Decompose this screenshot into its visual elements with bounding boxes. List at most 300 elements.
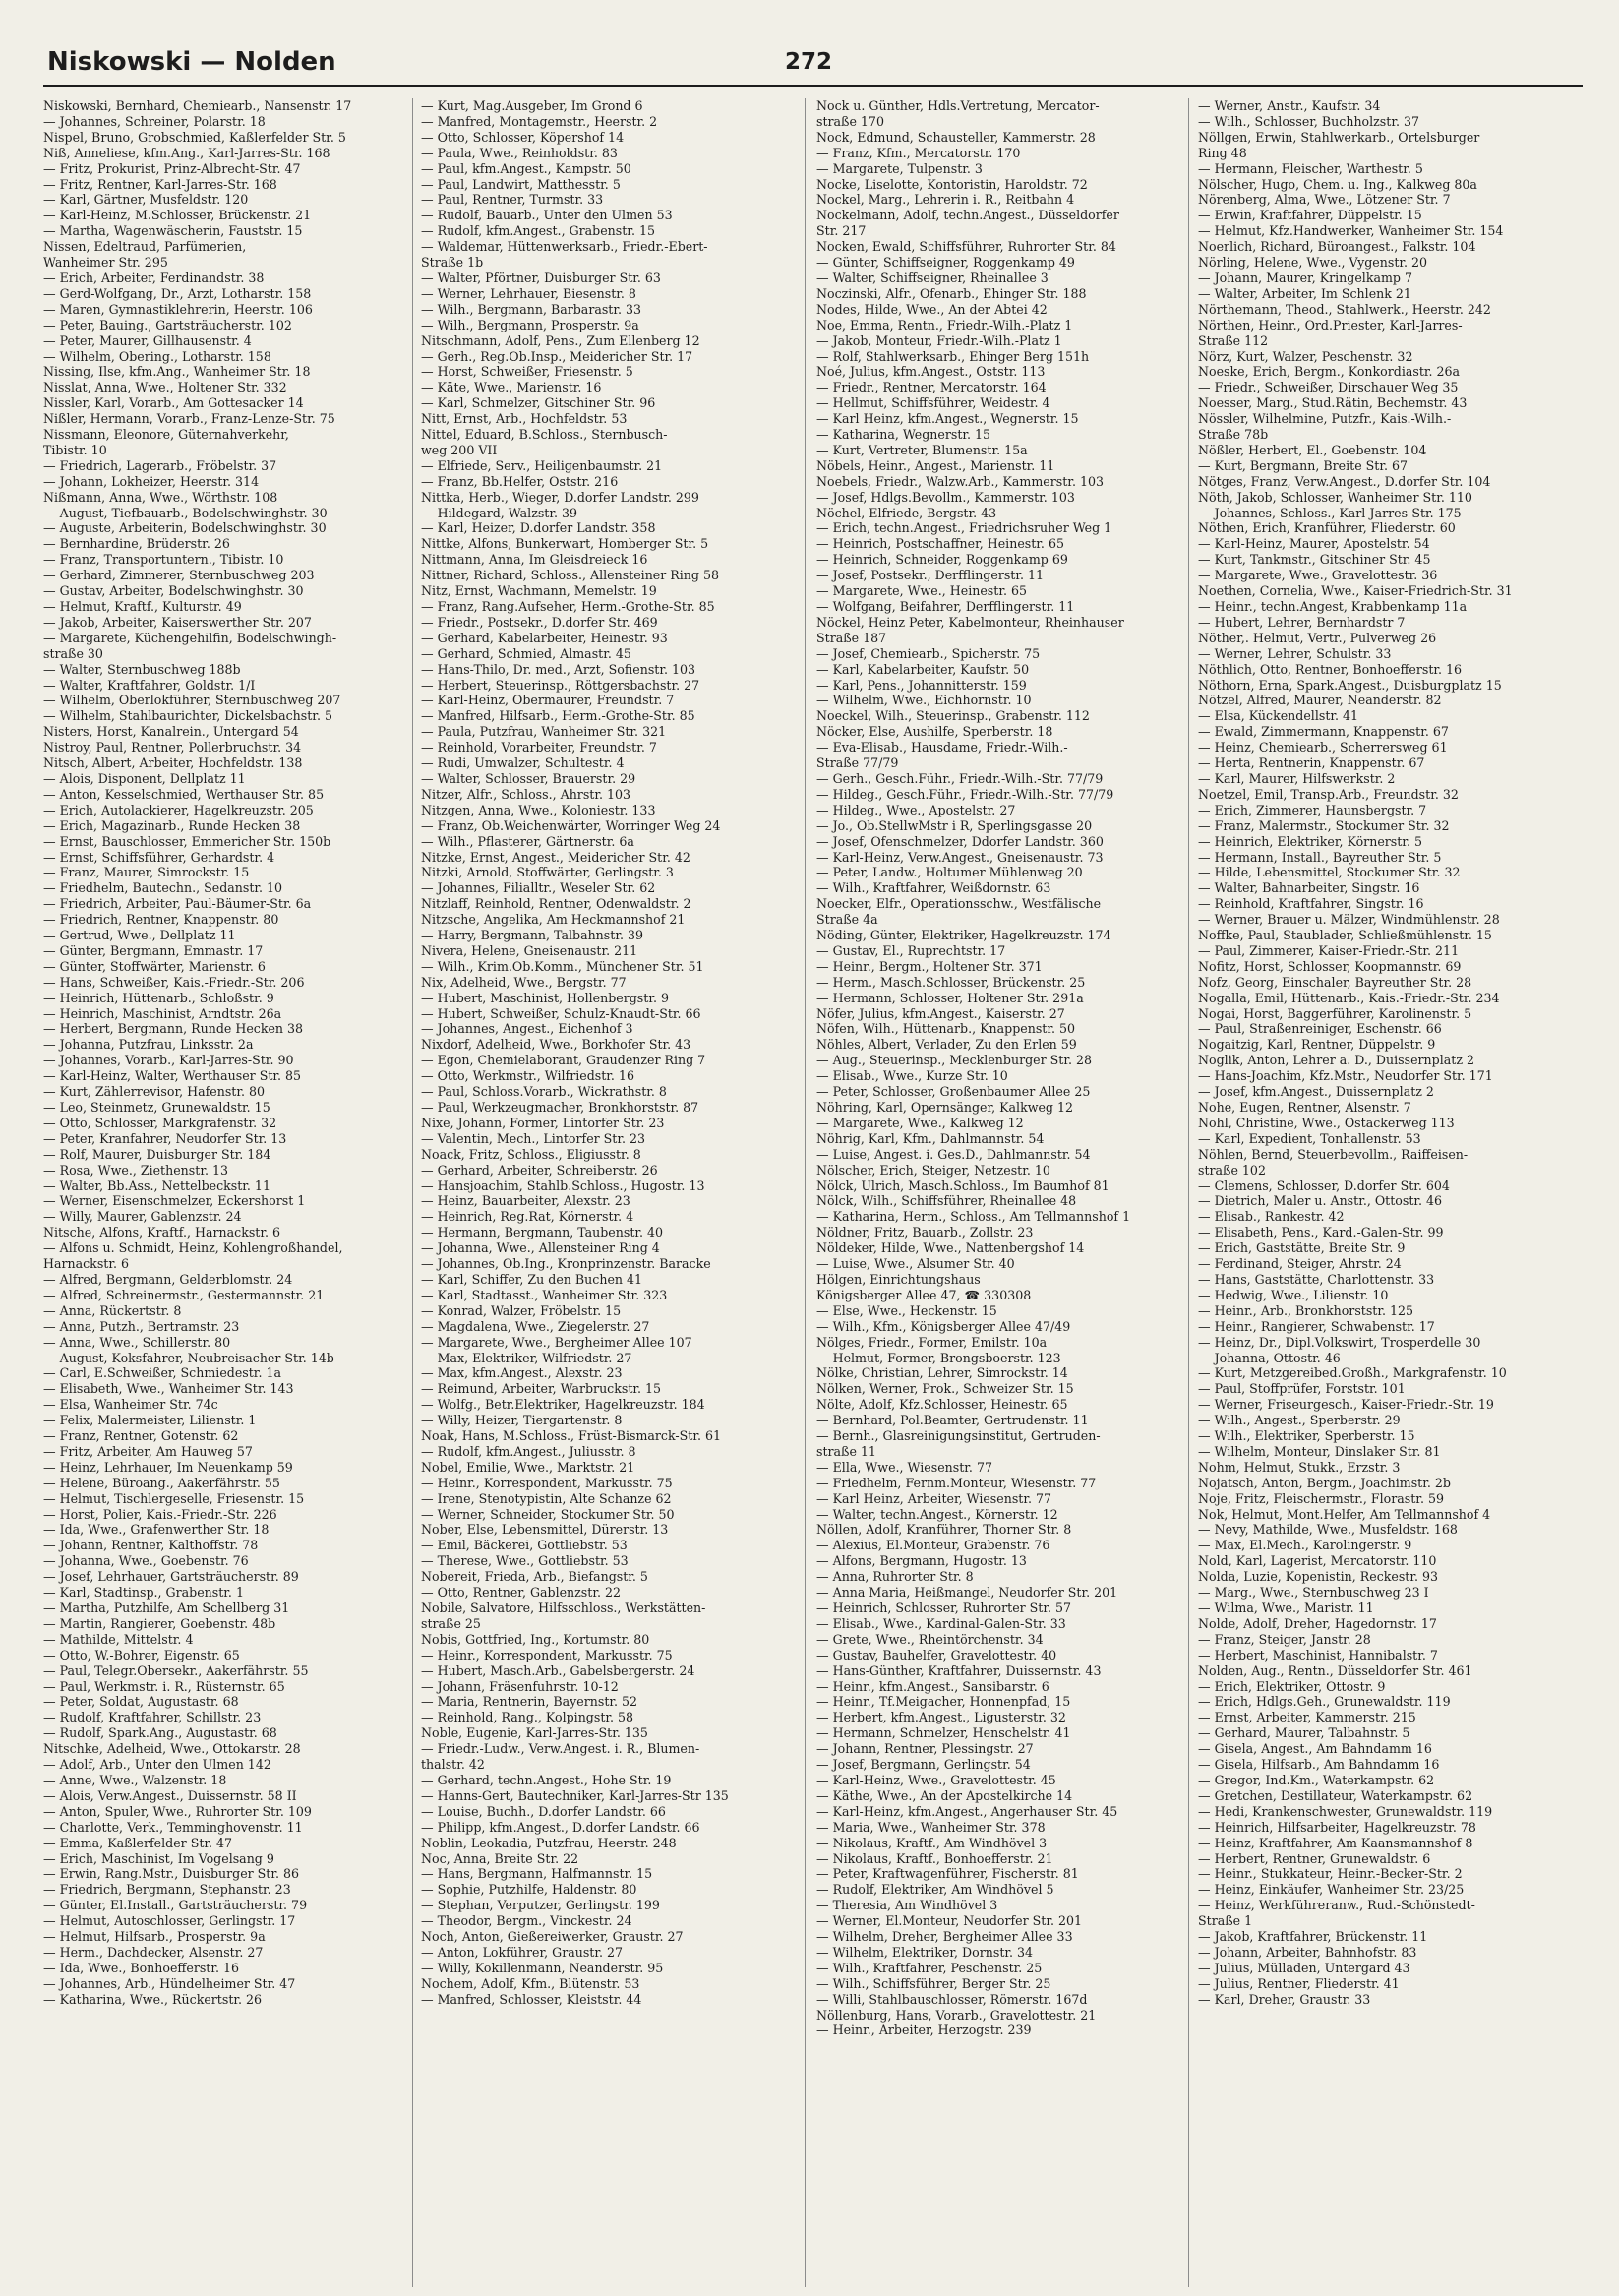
directory-entry: — Wilh., Bergmann, Barbarastr. 33 (421, 301, 642, 317)
directory-entry: — Anna, Rückertstr. 8 (43, 1302, 182, 1318)
directory-entry: Nötges, Franz, Verw.Angest., D.dorfer Str. 104 (1198, 473, 1491, 489)
directory-entry: Nöldeker, Hilde, Wwe., Nattenbergshof 14 (816, 1240, 1085, 1256)
directory-entry: — Paul, Stoffprüfer, Forststr. 101 (1198, 1381, 1406, 1397)
directory-entry: — Ernst, Arbeiter, Kammerstr. 215 (1198, 1710, 1416, 1725)
directory-entry: Nöhlen, Bernd, Steuerbevollm., Raiffeisen- (1198, 1146, 1469, 1162)
directory-entry: — Karl, Maurer, Hilfswerkstr. 2 (1198, 770, 1396, 786)
directory-entry: Nobile, Salvatore, Hilfsschloss., Werkstätten- (421, 1601, 706, 1615)
directory-entry: — Wilh., Pflasterer, Gärtnerstr. 6a (421, 833, 634, 849)
directory-entry: Ring 48 (1198, 145, 1247, 160)
directory-entry: — Elfriede, Serv., Heiligenbaumstr. 21 (421, 457, 663, 473)
directory-entry: Nölck, Ulrich, Masch.Schloss., Im Baumhof 81 (816, 1178, 1109, 1193)
directory-entry: — Heinrich, Reg.Rat, Körnerstr. 4 (421, 1209, 634, 1225)
directory-entry: Hölgen, Einrichtungshaus (816, 1271, 981, 1287)
directory-entry: — Kurt, Metzgereibed.Großh., Markgrafenstr. 10 (1198, 1365, 1507, 1381)
directory-entry: — Heinz, Einkäufer, Wanheimer Str. 23/25 (1198, 1882, 1465, 1898)
directory-entry: Nixe, Johann, Former, Lintorfer Str. 23 (421, 1115, 665, 1130)
directory-entry: Nissler, Karl, Vorarb., Am Gottesacker 14 (43, 395, 304, 411)
directory-entry: — Fritz, Prokurist, Prinz-Albrecht-Str. 47 (43, 160, 301, 176)
directory-entry: — Horst, Polier, Kais.-Friedr.-Str. 226 (43, 1506, 277, 1522)
directory-entry: — Wilhelm, Monteur, Dinslaker Str. 81 (1198, 1443, 1441, 1459)
directory-entry: — Friedhelm, Fernm.Monteur, Wiesenstr. 77 (816, 1475, 1097, 1490)
directory-entry: Nörthen, Heinr., Ord.Priester, Karl-Jarres- (1198, 317, 1463, 332)
page-number: 272 (785, 49, 833, 75)
directory-entry: — Johann, Arbeiter, Bahnhofstr. 83 (1198, 1944, 1417, 1960)
directory-entry: — Heinrich, Hilfsarbeiter, Hagelkreuzstr. 78 (1198, 1819, 1476, 1835)
directory-entry: — Clemens, Schlosser, D.dorfer Str. 604 (1198, 1178, 1450, 1193)
directory-entry: Nocke, Liselotte, Kontoristin, Haroldstr. 72 (816, 176, 1088, 192)
directory-entry: — Hildegard, Walzstr. 39 (421, 505, 578, 520)
directory-entry: — Hans, Bergmann, Halfmannstr. 15 (421, 1866, 653, 1882)
directory-entry: — Alois, Verw.Angest., Duissernstr. 58 II (43, 1787, 297, 1803)
directory-entry: — Helmut, Former, Brongsboerstr. 123 (816, 1350, 1061, 1365)
directory-entry: Nittmann, Anna, Im Gleisdreieck 16 (421, 552, 648, 568)
directory-entry: — Johann, Rentner, Plessingstr. 27 (816, 1741, 1034, 1757)
directory-entry: — Heinr., techn.Angest, Krabbenkamp 11a (1198, 599, 1468, 614)
directory-entry: — Heinrich, Elektriker, Körnerstr. 5 (1198, 833, 1422, 849)
directory-entry: Str. 217 (816, 223, 867, 239)
directory-entry: Nitt, Ernst, Arb., Hochfeldstr. 53 (421, 411, 628, 427)
directory-entry: Nolde, Adolf, Dreher, Hagedornstr. 17 (1198, 1615, 1437, 1631)
directory-entry: Nölke, Christian, Lehrer, Simrockstr. 14 (816, 1365, 1068, 1381)
directory-entry: — August, Tiefbauarb., Bodelschwinghstr. 30 (43, 505, 328, 520)
directory-entry: — Ernst, Bauschlosser, Emmericher Str. 150b (43, 833, 331, 849)
directory-entry: — Wilhelm, Dreher, Bergheimer Allee 33 (816, 1929, 1073, 1945)
column-divider (412, 98, 413, 2287)
directory-entry: Wanheimer Str. 295 (43, 255, 168, 271)
directory-entry: — Anna, Ruhrorter Str. 8 (816, 1569, 974, 1585)
directory-entry: Nohe, Eugen, Rentner, Alsenstr. 7 (1198, 1100, 1411, 1115)
directory-entry: Noe, Emma, Rentn., Friedr.-Wilh.-Platz 1 (816, 317, 1073, 332)
directory-entry: Nöldner, Fritz, Bauarb., Zollstr. 23 (816, 1225, 1034, 1240)
directory-entry: Nivera, Helene, Gneisenaustr. 211 (421, 942, 638, 958)
directory-entry: — Luise, Wwe., Alsumer Str. 40 (816, 1256, 1015, 1272)
directory-entry: — Hedwig, Wwe., Lilienstr. 10 (1198, 1287, 1389, 1302)
directory-entry: Nöhring, Karl, Opernsänger, Kalkweg 12 (816, 1100, 1074, 1115)
directory-entry: — Heinr., Tf.Meigacher, Honnenpfad, 15 (816, 1694, 1071, 1710)
directory-entry: — Rudolf, Bauarb., Unter den Ulmen 53 (421, 208, 673, 223)
directory-entry: — Jo., Ob.StellwMstr i R, Sperlingsgasse 20 (816, 817, 1093, 833)
directory-entry: — Heinz, Chemiearb., Scherrersweg 61 (1198, 740, 1448, 755)
column-divider (1188, 98, 1189, 2287)
directory-entry: straße 170 (816, 113, 884, 129)
directory-entry: Nörenberg, Alma, Wwe., Lötzener Str. 7 (1198, 192, 1451, 208)
directory-entry: — Franz, Rang.Aufseher, Herm.-Grothe-Str. 85 (421, 599, 715, 614)
directory-entry: — Anna, Putzh., Bertramstr. 23 (43, 1318, 240, 1334)
directory-entry: — Hildeg., Wwe., Apostelstr. 27 (816, 802, 1016, 817)
directory-entry: — Kurt, Zählerrevisor, Hafenstr. 80 (43, 1084, 266, 1100)
directory-entry: — Heinr., Korrespondent, Markusstr. 75 (421, 1475, 673, 1490)
directory-entry: Nöllen, Adolf, Kranführer, Thorner Str. 8 (816, 1522, 1072, 1538)
directory-entry: — Wilh., Kraftfahrer, Weißdornstr. 63 (816, 880, 1051, 896)
directory-entry: — Otto, Rentner, Gablenzstr. 22 (421, 1585, 621, 1601)
directory-entry: — Willy, Maurer, Gablenzstr. 24 (43, 1209, 242, 1225)
directory-entry: — Josef, kfm.Angest., Duissernplatz 2 (1198, 1084, 1434, 1100)
directory-entry: — Peter, Kranfahrer, Neudorfer Str. 13 (43, 1130, 287, 1146)
directory-entry: — Anton, Kesselschmied, Werthauser Str. 85 (43, 786, 325, 802)
directory-entry: Nold, Karl, Lagerist, Mercatorstr. 110 (1198, 1553, 1437, 1569)
directory-entry: — Hans-Thilo, Dr. med., Arzt, Sofienstr. 103 (421, 661, 696, 677)
directory-entry: Noak, Hans, M.Schloss., Früst-Bismarck-Str. 61 (421, 1428, 721, 1444)
directory-entry: — Erich, Magazinarb., Runde Hecken 38 (43, 817, 301, 833)
directory-entry: Noecker, Elfr., Operationsschw., Westfälische (816, 896, 1102, 912)
directory-entry: — Ferdinand, Steiger, Ahrstr. 24 (1198, 1256, 1402, 1272)
directory-entry: — Reinhold, Rang., Kolpingstr. 58 (421, 1710, 634, 1725)
directory-entry: — Julius, Mülladen, Untergard 43 (1198, 1960, 1410, 1975)
directory-entry: — Heinr., kfm.Angest., Sansibarstr. 6 (816, 1678, 1049, 1694)
directory-entry: — Wilhelm, Wwe., Eichhornstr. 10 (816, 693, 1032, 708)
directory-entry: Nössler, Wilhelmine, Putzfr., Kais.-Wilh.- (1198, 411, 1452, 427)
directory-entry: Nock u. Günther, Hdls.Vertretung, Mercator- (816, 98, 1100, 113)
directory-entry: Nöthen, Erich, Kranführer, Fliederstr. 60 (1198, 520, 1456, 536)
directory-entry: — Josef, Hdlgs.Bevollm., Kammerstr. 103 (816, 489, 1075, 505)
directory-entry: — Felix, Malermeister, Lilienstr. 1 (43, 1413, 257, 1428)
directory-entry: — Ida, Wwe., Bonhoefferstr. 16 (43, 1960, 240, 1975)
directory-entry: — Heinrich, Schneider, Roggenkamp 69 (816, 552, 1068, 568)
directory-entry: — Gisela, Angest., Am Bahndamm 16 (1198, 1741, 1432, 1757)
directory-entry: — Manfred, Schlosser, Kleiststr. 44 (421, 1991, 642, 2007)
directory-entry: — Maria, Rentnerin, Bayernstr. 52 (421, 1694, 638, 1710)
directory-entry: — Gerh., Gesch.Führ., Friedr.-Wilh.-Str. 77/79 (816, 770, 1104, 786)
directory-entry: — Erich, Elektriker, Ottostr. 9 (1198, 1678, 1386, 1694)
directory-entry: Nojatsch, Anton, Bergm., Joachimstr. 2b (1198, 1475, 1451, 1490)
directory-entry: — Karl, Kabelarbeiter, Kaufstr. 50 (816, 661, 1030, 677)
directory-entry: Noebels, Friedr., Walzw.Arb., Kammerstr. 103 (816, 473, 1104, 489)
directory-entry: — Josef, Chemiearb., Spicherstr. 75 (816, 645, 1041, 661)
directory-entry: — Heinr., Arb., Bronkhorststr. 125 (1198, 1302, 1414, 1318)
directory-entry: — Rolf, Stahlwerksarb., Ehinger Berg 151h (816, 348, 1090, 364)
directory-entry: Noc, Anna, Breite Str. 22 (421, 1850, 579, 1866)
directory-entry: Nolden, Aug., Rentn., Düsseldorfer Str. 461 (1198, 1662, 1472, 1678)
directory-entry: Noble, Eugenie, Karl-Jarres-Str. 135 (421, 1725, 648, 1741)
directory-entry: Nöllenburg, Hans, Vorarb., Gravelottestr. 21 (816, 2007, 1097, 2023)
directory-entry: — Paul, Werkzeugmacher, Bronkhorststr. 87 (421, 1100, 699, 1115)
directory-entry: — Johannes, Schreiner, Polarstr. 18 (43, 113, 266, 129)
directory-entry: — Günter, El.Install., Gartsträucherstr. 79 (43, 1898, 308, 1913)
directory-entry: — Johanna, Wwe., Allensteiner Ring 4 (421, 1240, 660, 1256)
directory-entry: — Friedr.-Ludw., Verw.Angest. i. R., Blumen- (421, 1741, 700, 1757)
directory-entry: — Rudolf, Spark.Ang., Augustastr. 68 (43, 1725, 277, 1741)
column-4 (1198, 98, 1554, 2008)
directory-entry: — Paul, Telegr.Obersekr., Aakerfährstr. 55 (43, 1662, 309, 1678)
directory-entry: — Hubert, Schweißer, Schulz-Knaudt-Str. 66 (421, 1005, 701, 1021)
directory-entry: — Horst, Schweißer, Friesenstr. 5 (421, 364, 633, 380)
directory-entry: — Karl Heinz, kfm.Angest., Wegnerstr. 15 (816, 411, 1079, 427)
directory-entry: thalstr. 42 (421, 1757, 485, 1773)
directory-entry: — Hermann, Schlosser, Holtener Str. 291a (816, 990, 1084, 1005)
directory-entry: Straße 77/79 (816, 755, 899, 771)
directory-entry: — Konrad, Walzer, Fröbelstr. 15 (421, 1302, 622, 1318)
directory-entry: — Margarete, Küchengehilfin, Bodelschwingh- (43, 630, 337, 645)
directory-entry: — Martin, Rangierer, Goebenstr. 48b (43, 1615, 276, 1631)
directory-entry: — Marg., Wwe., Sternbuschweg 23 I (1198, 1585, 1429, 1601)
directory-entry: — Reinhold, Kraftfahrer, Singstr. 16 (1198, 896, 1424, 912)
directory-entry: Nixdorf, Adelheid, Wwe., Borkhofer Str. 43 (421, 1037, 691, 1053)
directory-entry: Nix, Adelheid, Wwe., Bergstr. 77 (421, 974, 627, 990)
directory-entry: Straße 1b (421, 255, 484, 271)
directory-entry: — Otto, Schlosser, Köpershof 14 (421, 129, 625, 145)
directory-entry: — Wilh., Krim.Ob.Komm., Münchener Str. 51 (421, 958, 704, 974)
directory-entry: Nöthlich, Otto, Rentner, Bonhoefferstr. 16 (1198, 661, 1463, 677)
directory-entry: — Alfred, Schreinermstr., Gestermannstr. 21 (43, 1287, 325, 1302)
directory-entry: — Anton, Lokführer, Graustr. 27 (421, 1944, 624, 1960)
directory-entry: — Erich, Hdlgs.Geh., Grunewaldstr. 119 (1198, 1694, 1451, 1710)
directory-entry: — Walter, Bahnarbeiter, Singstr. 16 (1198, 880, 1420, 896)
directory-entry: — Herbert, Steuerinsp., Röttgersbachstr. 27 (421, 677, 700, 693)
directory-entry: — Carl, E.Schweißer, Schmiedestr. 1a (43, 1365, 281, 1381)
directory-entry: — Josef, Lehrhauer, Gartsträucherstr. 89 (43, 1569, 299, 1585)
directory-entry: Noeske, Erich, Bergm., Konkordiastr. 26a (1198, 364, 1461, 380)
directory-entry: — Wolfg., Betr.Elektriker, Hagelkreuzstr. 184 (421, 1397, 705, 1413)
directory-entry: — Heinrich, Maschinist, Arndtstr. 26a (43, 1005, 282, 1021)
directory-entry: Nofz, Georg, Einschaler, Bayreuther Str. 28 (1198, 974, 1472, 990)
directory-entry: — Franz, Maurer, Simrockstr. 15 (43, 865, 250, 880)
directory-entry: Nissing, Ilse, kfm.Ang., Wanheimer Str. 18 (43, 364, 311, 380)
directory-entry: — Paul, Landwirt, Matthesstr. 5 (421, 176, 621, 192)
directory-entry: Noeckel, Wilh., Steuerinsp., Grabenstr. 112 (816, 708, 1090, 724)
directory-entry: — Elisab., Wwe., Kardinal-Galen-Str. 33 (816, 1615, 1066, 1631)
directory-entry: — Heinz, Lehrhauer, Im Neuenkamp 59 (43, 1459, 293, 1475)
directory-entry: — Philipp, kfm.Angest., D.dorfer Landstr. 66 (421, 1819, 700, 1835)
directory-entry: — Johanna, Putzfrau, Linksstr. 2a (43, 1037, 254, 1053)
directory-entry: — Hellmut, Schiffsführer, Weidestr. 4 (816, 395, 1050, 411)
directory-entry: — Hermann, Install., Bayreuther Str. 5 (1198, 849, 1442, 865)
directory-entry: Nöhles, Albert, Verlader, Zu den Erlen 59 (816, 1037, 1077, 1053)
directory-entry: — Gustav, Bauhelfer, Gravelottestr. 40 (816, 1647, 1057, 1662)
directory-entry: — Karl, Stadtasst., Wanheimer Str. 323 (421, 1287, 668, 1302)
directory-entry: — Margarete, Wwe., Heinestr. 65 (816, 583, 1027, 599)
directory-entry: — Karl Heinz, Arbeiter, Wiesenstr. 77 (816, 1490, 1052, 1506)
directory-entry: — Günter, Bergmann, Emmastr. 17 (43, 942, 264, 958)
directory-entry: Nörthemann, Theod., Stahlwerk., Heerstr. 242 (1198, 301, 1491, 317)
directory-entry: — Gerd-Wolfgang, Dr., Arzt, Lotharstr. 158 (43, 285, 312, 301)
directory-entry: — Paula, Wwe., Reinholdstr. 83 (421, 145, 618, 160)
directory-entry: straße 30 (43, 645, 103, 661)
directory-entry: — Karl-Heinz, Obermaurer, Freundstr. 7 (421, 693, 675, 708)
directory-entry: — Helmut, Tischlergeselle, Friesenstr. 15 (43, 1490, 305, 1506)
directory-entry: — Luise, Angest. i. Ges.D., Dahlmannstr. 54 (816, 1146, 1091, 1162)
directory-entry: Noje, Fritz, Fleischermstr., Florastr. 59 (1198, 1490, 1444, 1506)
directory-entry: — Günter, Schiffseigner, Roggenkamp 49 (816, 255, 1075, 271)
directory-entry: — Ewald, Zimmermann, Knappenstr. 67 (1198, 724, 1449, 740)
directory-entry: Nogaitzig, Karl, Rentner, Düppelstr. 9 (1198, 1037, 1436, 1053)
directory-entry: — Werner, Schneider, Stockumer Str. 50 (421, 1506, 675, 1522)
directory-entry: Nogai, Horst, Baggerführer, Karolinenstr. 5 (1198, 1005, 1472, 1021)
directory-entry: Nitsch, Albert, Arbeiter, Hochfeldstr. 138 (43, 755, 303, 771)
directory-entry: — Helmut, Kfz.Handwerker, Wanheimer Str. 154 (1198, 223, 1504, 239)
directory-entry: — Hubert, Masch.Arb., Gabelsbergerstr. 24 (421, 1662, 695, 1678)
directory-entry: — Max, Elektriker, Wilfriedstr. 27 (421, 1350, 632, 1365)
directory-entry: — Maria, Wwe., Wanheimer Str. 378 (816, 1819, 1046, 1835)
directory-entry: — Rudolf, kfm.Angest., Grabenstr. 15 (421, 223, 655, 239)
directory-entry: — Paula, Putzfrau, Wanheimer Str. 321 (421, 724, 667, 740)
directory-entry: — Ella, Wwe., Wiesenstr. 77 (816, 1459, 992, 1475)
directory-entry: Nok, Helmut, Mont.Helfer, Am Tellmannshof 4 (1198, 1506, 1491, 1522)
directory-entry: — Manfred, Hilfsarb., Herm.-Grothe-Str. 85 (421, 708, 695, 724)
directory-entry: — Valentin, Mech., Lintorfer Str. 23 (421, 1130, 646, 1146)
directory-entry: straße 102 (1198, 1162, 1266, 1178)
directory-entry: Noch, Anton, Gießereiwerker, Graustr. 27 (421, 1929, 684, 1945)
directory-entry: — Anton, Spuler, Wwe., Ruhrorter Str. 109 (43, 1803, 312, 1819)
directory-entry: straße 11 (816, 1443, 876, 1459)
column-1 (43, 98, 399, 2008)
directory-entry: — Nikolaus, Kraftf., Bonhoefferstr. 21 (816, 1850, 1053, 1866)
directory-entry: — Erich, Gaststätte, Breite Str. 9 (1198, 1240, 1406, 1256)
directory-entry: — Alois, Disponent, Dellplatz 11 (43, 770, 246, 786)
directory-entry: weg 200 VII (421, 442, 498, 457)
directory-entry: Nölte, Adolf, Kfz.Schlosser, Heinestr. 65 (816, 1397, 1068, 1413)
directory-entry: — Hanns-Gert, Bautechniker, Karl-Jarres-Str 135 (421, 1787, 729, 1803)
directory-entry: — Franz, Bb.Helfer, Oststr. 216 (421, 473, 619, 489)
directory-entry: Nistroy, Paul, Rentner, Pollerbruchstr. 34 (43, 740, 302, 755)
directory-entry: Nisters, Horst, Kanalrein., Untergard 54 (43, 724, 299, 740)
directory-entry: Nober, Else, Lebensmittel, Dürerstr. 13 (421, 1522, 669, 1538)
directory-entry: straße 25 (421, 1615, 481, 1631)
directory-entry: — Karl, Gärtner, Musfeldstr. 120 (43, 192, 249, 208)
directory-entry: — Heinr., Arbeiter, Herzogstr. 239 (816, 2023, 1032, 2038)
directory-entry: — Johannes, Schloss., Karl-Jarres-Str. 175 (1198, 505, 1462, 520)
directory-entry: — Adolf, Arb., Unter den Ulmen 142 (43, 1757, 271, 1773)
directory-entry: Nöllgen, Erwin, Stahlwerkarb., Ortelsburger (1198, 129, 1480, 145)
directory-entry: — Hubert, Lehrer, Bernhardstr 7 (1198, 614, 1406, 630)
directory-entry: Nölscher, Hugo, Chem. u. Ing., Kalkweg 80a (1198, 176, 1477, 192)
directory-entry: Noé, Julius, kfm.Angest., Oststr. 113 (816, 364, 1046, 380)
directory-entry: Noglik, Anton, Lehrer a. D., Duissernplatz 2 (1198, 1053, 1474, 1068)
directory-entry: — Johann, Fräsenfuhrstr. 10-12 (421, 1678, 619, 1694)
directory-entry: Nitschke, Adelheid, Wwe., Ottokarstr. 28 (43, 1741, 301, 1757)
directory-entry: — Jakob, Arbeiter, Kaiserswerther Str. 207 (43, 614, 312, 630)
directory-entry: — Gisela, Hilfsarb., Am Bahndamm 16 (1198, 1757, 1440, 1773)
directory-entry: Nobis, Gottfried, Ing., Kortumstr. 80 (421, 1631, 650, 1647)
directory-entry: — Gerhard, Schmied, Almastr. 45 (421, 645, 631, 661)
directory-entry: — Hedi, Krankenschwester, Grunewaldstr. 119 (1198, 1803, 1493, 1819)
directory-entry: — Kurt, Mag.Ausgeber, Im Grond 6 (421, 98, 643, 113)
directory-entry: — Leo, Steinmetz, Grunewaldstr. 15 (43, 1100, 270, 1115)
directory-entry: — Friedr., Postsekr., D.dorfer Str. 469 (421, 614, 658, 630)
directory-entry: — Otto, Werkmstr., Wilfriedstr. 16 (421, 1068, 634, 1084)
directory-entry: Noerlich, Richard, Büroangest., Falkstr. 104 (1198, 239, 1476, 255)
directory-entry: Niskowski, Bernhard, Chemiearb., Nansenstr. 17 (43, 98, 352, 113)
directory-entry: Nock, Edmund, Schausteller, Kammerstr. 28 (816, 129, 1096, 145)
directory-entry: Nöhrig, Karl, Kfm., Dahlmannstr. 54 (816, 1130, 1045, 1146)
directory-entry: — Johannes, Arb., Hündelheimer Str. 47 (43, 1975, 296, 1991)
directory-entry: — Hermann, Bergmann, Taubenstr. 40 (421, 1225, 664, 1240)
directory-entry: — Peter, Soldat, Augustastr. 68 (43, 1694, 239, 1710)
directory-entry: Nissen, Edeltraud, Parfümerien, (43, 239, 247, 255)
directory-entry: Nißmann, Anna, Wwe., Wörthstr. 108 (43, 489, 278, 505)
directory-entry: — Hermann, Schmelzer, Henschelstr. 41 (816, 1725, 1071, 1741)
directory-entry: — Wilhelm, Elektriker, Dornstr. 34 (816, 1944, 1034, 1960)
directory-entry: — Gretchen, Destillateur, Waterkampstr. 62 (1198, 1787, 1473, 1803)
directory-entry: Straße 78b (1198, 427, 1269, 443)
directory-entry: — Paul, Zimmerer, Kaiser-Friedr.-Str. 211 (1198, 942, 1460, 958)
directory-entry: — Johanna, Ottostr. 46 (1198, 1350, 1341, 1365)
directory-entry: — Friedr., Schweißer, Dirschauer Weg 35 (1198, 380, 1459, 395)
directory-entry: — Louise, Buchh., D.dorfer Landstr. 66 (421, 1803, 666, 1819)
directory-entry: — Walter, techn.Angest., Körnerstr. 12 (816, 1506, 1058, 1522)
column-3 (816, 98, 1172, 2038)
directory-entry: — Heinr., Stukkateur, Heinr.-Becker-Str. 2 (1198, 1866, 1463, 1882)
directory-entry: — Aug., Steuerinsp., Mecklenburger Str. 28 (816, 1053, 1092, 1068)
directory-entry: — Fritz, Arbeiter, Am Hauweg 57 (43, 1443, 253, 1459)
directory-entry: — Peter, Kraftwagenführer, Fischerstr. 81 (816, 1866, 1079, 1882)
directory-entry: — Kurt, Bergmann, Breite Str. 67 (1198, 457, 1409, 473)
directory-entry: — Julius, Rentner, Fliederstr. 41 (1198, 1975, 1400, 1991)
directory-entry: — Reinhold, Vorarbeiter, Freundstr. 7 (421, 740, 657, 755)
directory-entry: — Karl-Heinz, Verw.Angest., Gneisenaustr. 73 (816, 849, 1104, 865)
directory-entry: Nißler, Hermann, Vorarb., Franz-Lenze-Str. 75 (43, 411, 335, 427)
directory-entry: — Käte, Wwe., Marienstr. 16 (421, 380, 602, 395)
directory-entry: Nöding, Günter, Elektriker, Hagelkreuzstr. 174 (816, 928, 1111, 943)
directory-entry: — Auguste, Arbeiterin, Bodelschwinghstr. 30 (43, 520, 327, 536)
directory-entry: — Friedr., Rentner, Mercatorstr. 164 (816, 380, 1047, 395)
directory-entry: — Gerhard, Maurer, Talbahnstr. 5 (1198, 1725, 1410, 1741)
directory-entry: — Karl, Heizer, D.dorfer Landstr. 358 (421, 520, 656, 536)
directory-entry: Nöcker, Else, Aushilfe, Sperberstr. 18 (816, 724, 1053, 740)
directory-entry: — Alfons, Bergmann, Hugostr. 13 (816, 1553, 1027, 1569)
directory-entry: — Erich, Maschinist, Im Vogelsang 9 (43, 1850, 274, 1866)
directory-entry: — Wilhelm, Oberlokführer, Sternbuschweg 207 (43, 693, 341, 708)
directory-entry: Noczinski, Alfr., Ofenarb., Ehinger Str. 188 (816, 285, 1087, 301)
directory-entry: — Gerhard, Arbeiter, Schreiberstr. 26 (421, 1162, 658, 1178)
directory-entry: — Paul, kfm.Angest., Kampstr. 50 (421, 160, 631, 176)
directory-entry: — Willi, Stahlbauschlosser, Römerstr. 167d (816, 1991, 1088, 2007)
directory-entry: — Johannes, Vorarb., Karl-Jarres-Str. 90 (43, 1053, 294, 1068)
directory-entry: — Erwin, Rang.Mstr., Duisburger Str. 86 (43, 1866, 300, 1882)
directory-entry: Nohl, Christine, Wwe., Ostackerweg 113 (1198, 1115, 1455, 1130)
directory-entry: — Gerh., Reg.Ob.Insp., Meidericher Str. 17 (421, 348, 693, 364)
directory-entry: — Friedrich, Bergmann, Stephanstr. 23 (43, 1882, 291, 1898)
directory-entry: — Margarete, Wwe., Gravelottestr. 36 (1198, 568, 1438, 583)
directory-entry: — Karl-Heinz, M.Schlosser, Brückenstr. 21 (43, 208, 312, 223)
directory-entry: — Nevy, Mathilde, Wwe., Musfeldstr. 168 (1198, 1522, 1458, 1538)
directory-entry: — Wilh., Kfm., Königsberger Allee 47/49 (816, 1318, 1071, 1334)
directory-entry: — Helene, Büroang., Aakerfährstr. 55 (43, 1475, 280, 1490)
directory-entry: — Friedrich, Rentner, Knappenstr. 80 (43, 912, 279, 928)
directory-entry: Nochem, Adolf, Kfm., Blütenstr. 53 (421, 1975, 640, 1991)
directory-entry: Nörz, Kurt, Walzer, Peschenstr. 32 (1198, 348, 1413, 364)
directory-entry: Nobereit, Frieda, Arb., Biefangstr. 5 (421, 1569, 648, 1585)
directory-entry: — Heinr., Korrespondent, Markusstr. 75 (421, 1647, 673, 1662)
directory-entry: — Peter, Schlosser, Großenbaumer Allee 25 (816, 1084, 1091, 1100)
directory-entry: — Willy, Kokillenmann, Neanderstr. 95 (421, 1960, 664, 1975)
directory-entry: — Bernhard, Pol.Beamter, Gertrudenstr. 11 (816, 1413, 1089, 1428)
directory-entry: — Walter, Kraftfahrer, Goldstr. 1/I (43, 677, 256, 693)
directory-entry: — Maren, Gymnastiklehrerin, Heerstr. 106 (43, 301, 313, 317)
directory-entry: — Hildeg., Gesch.Führ., Friedr.-Wilh.-Str. 77/79 (816, 786, 1114, 802)
directory-entry: — Reimund, Arbeiter, Warbruckstr. 15 (421, 1381, 662, 1397)
directory-entry: — Gerhard, Kabelarbeiter, Heinestr. 93 (421, 630, 668, 645)
directory-entry: — Friedrich, Arbeiter, Paul-Bäumer-Str. 6a (43, 896, 312, 912)
directory-entry: — Egon, Chemielaborant, Graudenzer Ring 7 (421, 1053, 706, 1068)
directory-entry: — Irene, Stenotypistin, Alte Schanze 62 (421, 1490, 672, 1506)
directory-entry: — Werner, Lehrhauer, Biesenstr. 8 (421, 285, 636, 301)
directory-entry: Nöbels, Heinr., Angest., Marienstr. 11 (816, 457, 1055, 473)
directory-entry: Nötzel, Alfred, Maurer, Neanderstr. 82 (1198, 693, 1442, 708)
directory-entry: — Otto, W.-Bohrer, Eigenstr. 65 (43, 1647, 240, 1662)
directory-entry: Harnackstr. 6 (43, 1256, 129, 1272)
directory-entry: — Emma, Kaßlerfelder Str. 47 (43, 1835, 233, 1850)
directory-entry: Nitzsche, Angelika, Am Heckmannshof 21 (421, 912, 686, 928)
directory-entry: — Mathilde, Mittelstr. 4 (43, 1631, 194, 1647)
directory-entry: Straße 1 (1198, 1913, 1253, 1929)
directory-entry: — Waldemar, Hüttenwerksarb., Friedr.-Ebert- (421, 239, 708, 255)
directory-entry: — Kurt, Tankmstr., Gitschiner Str. 45 (1198, 552, 1431, 568)
directory-entry: — Johann, Lokheizer, Heerstr. 314 (43, 473, 260, 489)
directory-entry: — Heinz, Werkführeranw., Rud.-Schönstedt- (1198, 1898, 1475, 1913)
directory-entry: — Gerhard, Zimmerer, Sternbuschweg 203 (43, 568, 315, 583)
directory-entry: — Hilde, Lebensmittel, Stockumer Str. 32 (1198, 865, 1461, 880)
